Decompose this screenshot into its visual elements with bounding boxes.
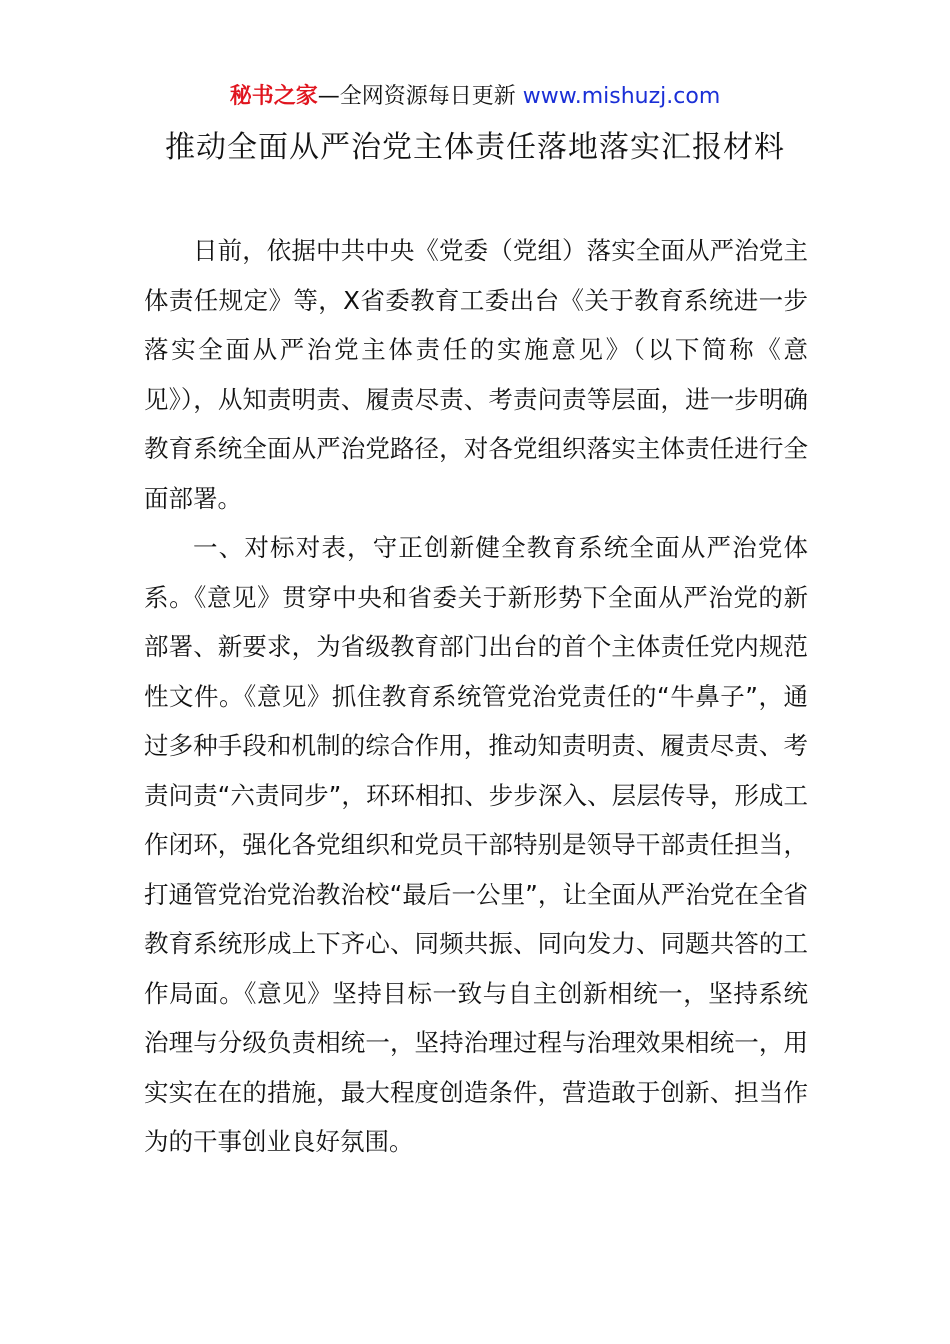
brand-name: 秘书之家 [229, 84, 318, 109]
document-body [144, 226, 808, 1167]
document-title: 推动全面从严治党主体责任落地落实汇报材料 [165, 130, 785, 165]
site-header [0, 82, 950, 112]
intro-paragraph: 日前，依据中共中央《党委（党组）落实全面从严治党主体责任规定》等，X省委教育工委出台《关于教育系统进一步落实全面从严治党主体责任的实施意见》（以下简称《意见》），从知责明责、履责尽责、考责问责等层面，进一步明确教育系统全面从严治党路径，对各党组织落实主体责任进行全面部署。 [144, 236, 808, 513]
header-tagline: —全网资源每日更新 [317, 84, 523, 109]
site-url-link[interactable]: www.mishuzj.com [522, 84, 721, 109]
section-one-paragraph: 一、对标对表，守正创新健全教育系统全面从严治党体系。《意见》贯穿中央和省委关于新形势下全面从严治党的新部署、新要求，为省级教育部门出台的首个主体责任党内规范性文件。《意见》抓住教育系统管党治党责任的“牛鼻子”，通过多种手段和机制的综合作用，推动知责明责、履责尽责、考责问责“六责同步”，环环相扣、步步深入、层层传导，形成工作闭环，强化各党组织和党员干部特别是领导干部责任担当，打通管党治党治教治校“最后一公里”，让全面从严治党在全省教育系统形成上下齐心、同频共振、同向发力、同题共答的工作局面。《意见》坚持目标一致与自主创新相统一，坚持系统治理与分级负责相统一，坚持治理过程与治理效果相统一，用实实在在的措施，最大程度创造条件，营造敢于创新、担当作为的干事创业良好氛围。 [144, 533, 808, 1156]
